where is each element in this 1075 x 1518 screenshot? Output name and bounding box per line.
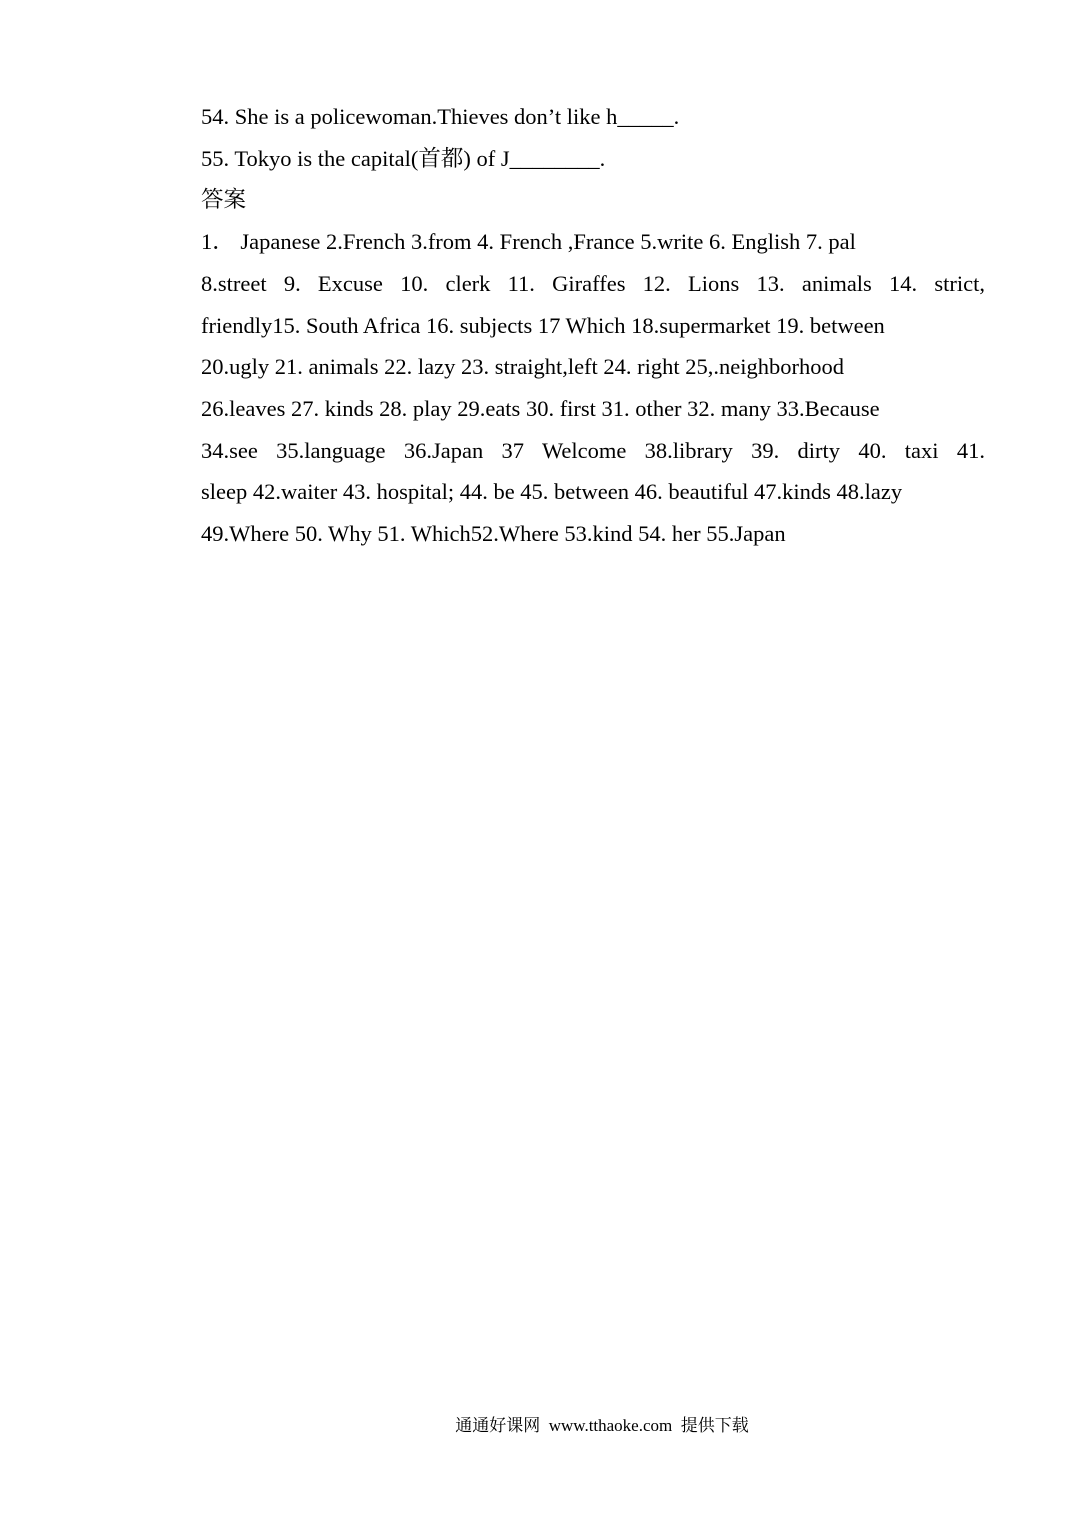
answer-line: 20.ugly 21. animals 22. lazy 23. straight,left 24. right 25,.neighborhood [201,354,845,380]
answers-heading: 答案 [201,187,247,213]
answer-line: 26.leaves 27. kinds 28. play 29.eats 30. first 31. other 32. many 33.Because [201,395,880,421]
question-55: 55. Tokyo is the capital(首都) of J________. [201,145,606,171]
document-content [201,96,985,555]
answer-key [201,221,985,555]
answer-line: 8.street 9. Excuse 10. clerk 11. Giraffes 12. Lions 13. animals 14. strict, [201,270,985,296]
answer-line: 49.Where 50. Why 51. Which52.Where 53.kind 54. her 55.Japan [201,521,786,547]
answer-line: friendly15. South Africa 16. subjects 17 Which 18.supermarket 19. between [201,312,885,338]
page-footer [0,1390,1075,1462]
question-54: 54. She is a policewoman.Thieves don’t like h_____. [201,104,680,129]
footer-text: 通通好课网 www.tthaoke.com 提供下载 [455,1416,749,1435]
answer-line: sleep 42.waiter 43. hospital; 44. be 45. between 46. beautiful 47.kinds 48.lazy [201,479,903,505]
answer-line: 1． Japanese 2.French 3.from 4. French ,France 5.write 6. English 7. pal [201,229,856,255]
answer-line: 34.see 35.language 36.Japan 37 Welcome 38.library 39. dirty 40. taxi 41. [201,437,985,463]
